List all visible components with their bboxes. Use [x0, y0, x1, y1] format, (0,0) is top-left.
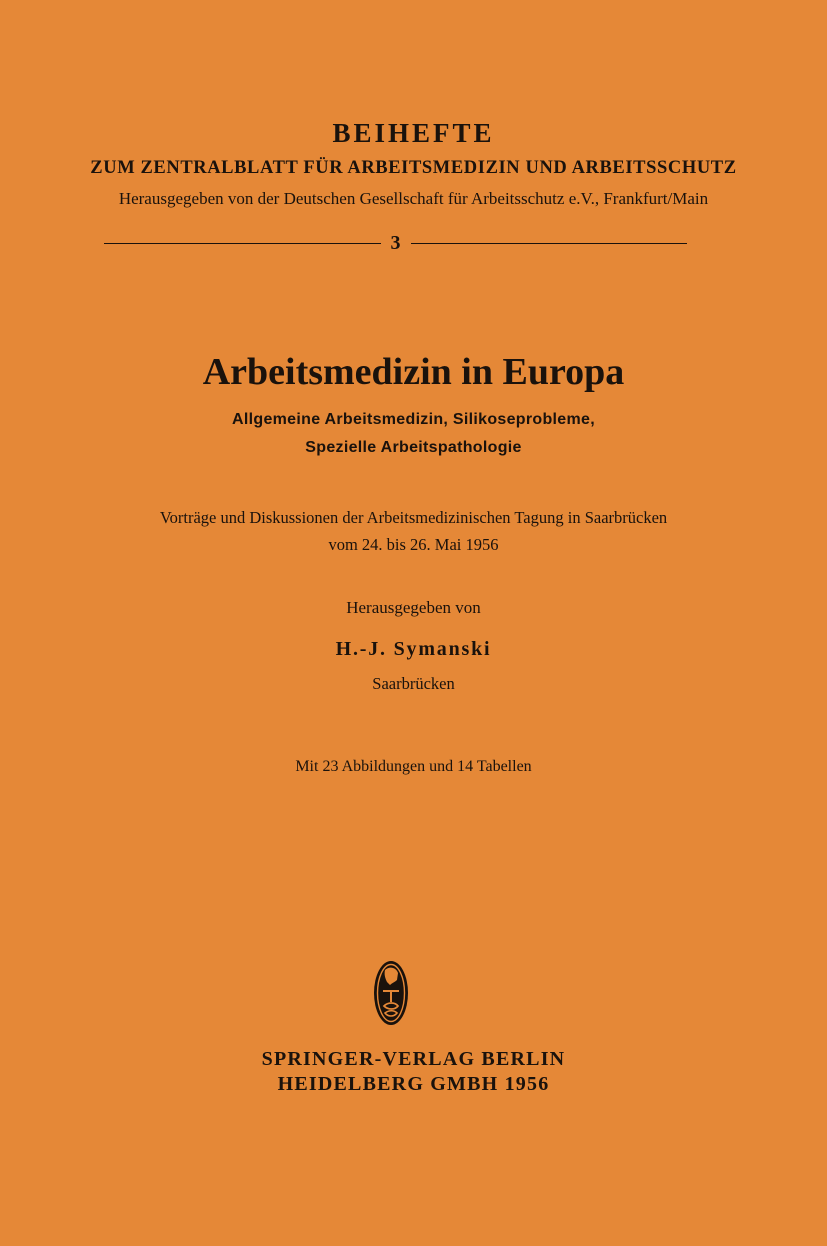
editor-name: H.-J. Symanski [335, 638, 492, 660]
divider-rule-left [104, 243, 381, 244]
illustrations-note: Mit 23 Abbildungen und 14 Tabellen [295, 758, 532, 775]
book-title: Arbeitsmedizin in Europa [202, 351, 625, 393]
editor-location: Saarbrücken [372, 674, 455, 693]
book-subtitle-line-2: Spezielle Arbeitspathologie [305, 439, 522, 456]
conference-line-2: vom 24. bis 26. Mai 1956 [328, 535, 499, 554]
publisher-line-2: HEIDELBERG GMBH 1956 [277, 1073, 550, 1095]
book-subtitle-line-1: Allgemeine Arbeitsmedizin, Silikoseprobleme, [232, 411, 595, 428]
series-title: BEIHEFTE [332, 118, 495, 148]
series-publisher: Herausgegeben von der Deutschen Gesellschaft für Arbeitsschutz e.V., Frankfurt/Main [118, 189, 709, 208]
editor-label: Herausgegeben von [346, 598, 481, 617]
divider-rule-right [411, 243, 688, 244]
volume-number: 3 [390, 231, 401, 254]
conference-line-1: Vorträge und Diskussionen der Arbeitsmedizinischen Tagung in Saarbrücken [159, 508, 668, 527]
series-subtitle: ZUM ZENTRALBLATT FÜR ARBEITSMEDIZIN UND ARBEITSSCHUTZ [90, 158, 737, 178]
springer-horse-head-logo-icon [371, 958, 411, 1028]
volume-divider [104, 228, 687, 258]
publisher-line-1: SPRINGER-VERLAG BERLIN [261, 1048, 566, 1070]
